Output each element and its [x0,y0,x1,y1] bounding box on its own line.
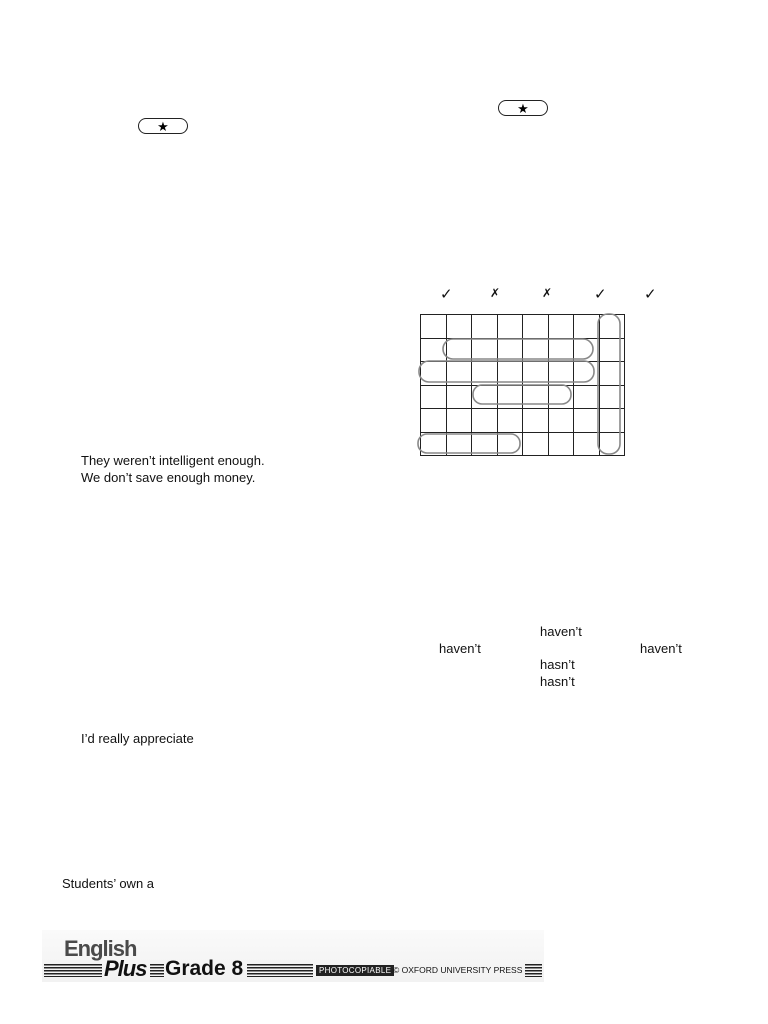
check-icon: ✓ [644,285,657,303]
circle-answer [418,434,520,453]
word-search-grid [420,314,625,456]
answer-word: haven’t [640,641,682,656]
star-pill-right [498,100,548,116]
cross-icon: ✗ [490,286,501,300]
footer-stripes [150,964,164,977]
answer-word: haven’t [439,641,481,656]
circle-answer [419,361,594,382]
circle-answer [473,385,571,404]
cross-icon: ✗ [542,286,553,300]
answer-word: haven’t [540,624,582,639]
answer-word: hasn’t [540,674,575,689]
answer-circles [416,310,628,460]
logo-english: English [64,936,137,961]
circle-answer [598,314,620,454]
star-pill-left [138,118,188,134]
answer-word: hasn’t [540,657,575,672]
circle-answer [443,339,593,359]
star-icon: ★ [157,118,169,134]
answer-line: They weren’t intelligent enough. [81,453,265,468]
logo-grade: Grade 8 [165,957,244,980]
check-icon: ✓ [440,285,453,303]
logo-plus: Plus [104,956,147,981]
star-icon: ★ [517,100,529,116]
answer-line: Students’ own a [62,876,155,891]
footer-stripes [247,964,313,977]
publisher-label: © OXFORD UNIVERSITY PRESS [393,965,523,975]
footer-stripes [525,964,542,977]
footer-stripes [44,964,102,977]
photocopiable-badge: PHOTOCOPIABLE [316,965,394,976]
answer-line: I’d really appreciate [81,731,194,746]
answer-line: We don’t save enough money. [81,470,256,485]
check-icon: ✓ [594,285,607,303]
